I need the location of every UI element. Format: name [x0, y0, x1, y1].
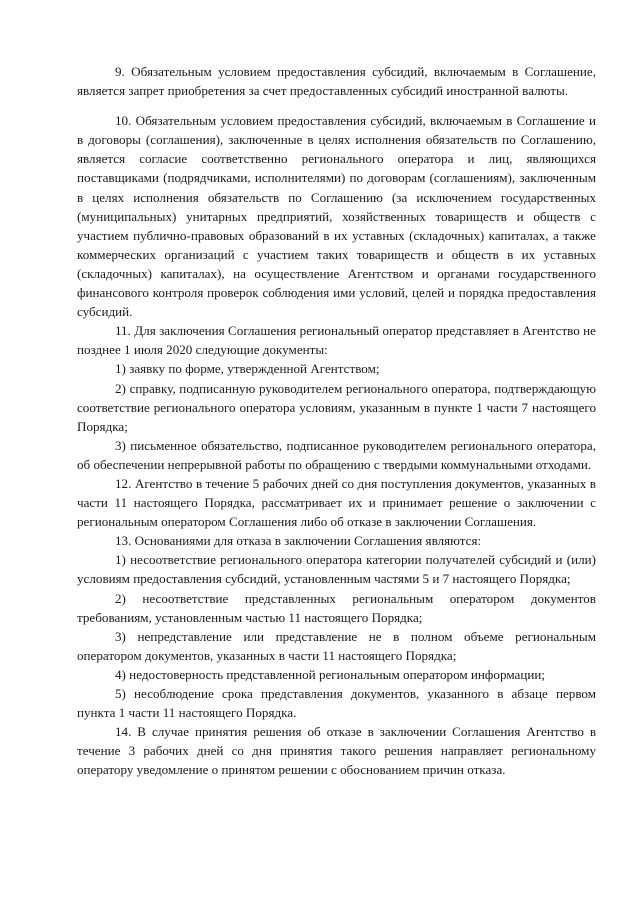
paragraph-11-item-2: 2) справку, подписанную руководителем регионального оператора, подтверждающую соответствие регионального оператора условиям, указанным в пункте 1 части 7 настоящего Порядка; — [77, 380, 596, 434]
document-body — [77, 62, 596, 779]
paragraph-11-item-3: 3) письменное обязательство, подписанное руководителем регионального оператора, об обеспечении непрерывной работы по обращению с твердыми коммунальными отходами. — [77, 437, 596, 472]
paragraph-12: 12. Агентство в течение 5 рабочих дней со дня поступления документов, указанных в части 11 настоящего Порядка, рассматривает их и принимает решение о заключении с региональным оператором Соглашения либо об отказе в заключении Соглашения. — [77, 475, 596, 530]
paragraph-13-item-1: 1) несоответствие регионального оператора категории получателей субсидий и (или) условиям предоставления субсидий, установленным частями 5 и 7 настоящего Порядка; — [77, 552, 596, 587]
paragraph-14: 14. В случае принятия решения об отказе в заключении Соглашения Агентство в течение 3 рабочих дней со дня принятия такого решения направляет региональному оператору уведомление о принятом решении с обоснованием причин отказа. — [77, 724, 596, 778]
paragraph-13-item-5: 5) несоблюдение срока представления документов, указанного в абзаце первом пункта 1 части 11 настоящего Порядка. — [77, 686, 596, 721]
paragraph-10: 10. Обязательным условием предоставления субсидий, включаемым в Соглашение и в договоры (соглашения), заключенные в целях исполнения обязательств по Соглашению, является согласие соответственно регионального оператора и лиц, являющихся поставщиками (подрядчиками, исполнителями) по договорам (соглашениям), заключенным в целях исполнения обязательств по Соглашению (за исключением государственных (муниципальных) унитарных предприятий, хозяйственных товариществ и обществ с участием публично-правовых образований в их уставных (складочных) капиталах, а также коммерческих организаций с участием таких товариществ и обществ в их уставных (складочных) капиталах), на осуществление Агентством и органами государственного финансового контроля проверок соблюдения ими условий, целей и порядка предоставления субсидий. — [77, 113, 596, 320]
paragraph-13-item-2: 2) несоответствие представленных региональным оператором документов требованиям, установленным частью 11 настоящего Порядка; — [77, 590, 596, 625]
paragraph-13-item-3: 3) непредставление или представление не в полном объеме региональным оператором документов, указанных в части 11 настоящего Порядка; — [77, 628, 596, 663]
paragraph-11: 11. Для заключения Соглашения региональный оператор представляет в Агентство не позднее 1 июля 2020 следующие документы: — [77, 323, 596, 358]
paragraph-13: 13. Основаниями для отказа в заключении Соглашения являются: — [115, 533, 482, 549]
paragraph-11-item-1: 1) заявку по форме, утвержденной Агентством; — [115, 361, 380, 377]
paragraph-13-item-4: 4) недостоверность представленной региональным оператором информации; — [115, 666, 545, 682]
paragraph-9: 9. Обязательным условием предоставления субсидий, включаемым в Соглашение, является запрет приобретения за счет предоставленных субсидий иностранной валюты. — [77, 64, 596, 99]
